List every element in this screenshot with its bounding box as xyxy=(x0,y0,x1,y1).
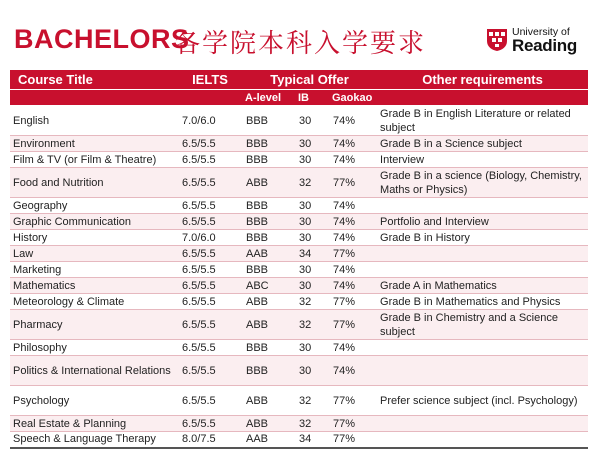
course-cell: Philosophy xyxy=(10,340,178,356)
course-cell: Environment xyxy=(10,136,178,152)
ielts-cell: 6.5/5.5 xyxy=(178,310,242,340)
ielts-cell: 6.5/5.5 xyxy=(178,152,242,168)
course-cell: English xyxy=(10,106,178,136)
subheader-blank-ielts xyxy=(178,90,242,106)
gaokao-cell: 74% xyxy=(329,152,377,168)
table-row xyxy=(10,198,588,214)
other-requirements-cell xyxy=(377,246,588,262)
ib-cell: 30 xyxy=(295,230,329,246)
gaokao-cell: 74% xyxy=(329,214,377,230)
ib-cell: 32 xyxy=(295,294,329,310)
alevel-cell: BBB xyxy=(242,198,295,214)
ib-cell: 30 xyxy=(295,340,329,356)
table-row xyxy=(10,152,588,168)
subheader-gaokao: Gaokao xyxy=(329,90,377,106)
courses-table xyxy=(10,70,588,449)
alevel-cell: BBB xyxy=(242,340,295,356)
alevel-cell: BBB xyxy=(242,136,295,152)
ib-cell: 34 xyxy=(295,432,329,448)
other-requirements-cell: Prefer science subject (incl. Psychology) xyxy=(377,386,588,416)
course-cell: Pharmacy xyxy=(10,310,178,340)
alevel-cell: BBB xyxy=(242,356,295,386)
ib-cell: 32 xyxy=(295,416,329,432)
course-cell: Law xyxy=(10,246,178,262)
university-logo xyxy=(486,20,586,60)
ielts-cell: 6.5/5.5 xyxy=(178,278,242,294)
other-requirements-cell: Grade B in Chemistry and a Science subject xyxy=(377,310,588,340)
header-course-title: Course Title xyxy=(10,70,178,90)
course-cell: Geography xyxy=(10,198,178,214)
gaokao-cell: 77% xyxy=(329,416,377,432)
table-row xyxy=(10,246,588,262)
table-row xyxy=(10,416,588,432)
table-row xyxy=(10,310,588,340)
alevel-cell: ABB xyxy=(242,310,295,340)
subheader-blank-course xyxy=(10,90,178,106)
ielts-cell: 6.5/5.5 xyxy=(178,136,242,152)
gaokao-cell: 77% xyxy=(329,246,377,262)
gaokao-cell: 74% xyxy=(329,340,377,356)
alevel-cell: BBB xyxy=(242,230,295,246)
table-row xyxy=(10,278,588,294)
ielts-cell: 6.5/5.5 xyxy=(178,168,242,198)
header-ielts: IELTS xyxy=(178,70,242,90)
gaokao-cell: 77% xyxy=(329,386,377,416)
ib-cell: 30 xyxy=(295,106,329,136)
course-cell: History xyxy=(10,230,178,246)
course-cell: Mathematics xyxy=(10,278,178,294)
course-cell: Politics & International Relations xyxy=(10,356,178,386)
alevel-cell: ABC xyxy=(242,278,295,294)
gaokao-cell: 74% xyxy=(329,106,377,136)
other-requirements-cell: Grade B in Mathematics and Physics xyxy=(377,294,588,310)
table-row xyxy=(10,230,588,246)
university-shield-icon xyxy=(486,28,508,52)
gaokao-cell: 74% xyxy=(329,198,377,214)
alevel-cell: BBB xyxy=(242,262,295,278)
table-row xyxy=(10,214,588,230)
course-cell: Meteorology & Climate xyxy=(10,294,178,310)
course-cell: Graphic Communication xyxy=(10,214,178,230)
gaokao-cell: 77% xyxy=(329,168,377,198)
ielts-cell: 6.5/5.5 xyxy=(178,262,242,278)
ib-cell: 30 xyxy=(295,136,329,152)
ib-cell: 30 xyxy=(295,356,329,386)
header-typical-offer: Typical Offer xyxy=(242,70,377,90)
table-header-row xyxy=(10,70,588,90)
other-requirements-cell xyxy=(377,416,588,432)
table-row xyxy=(10,106,588,136)
other-requirements-cell xyxy=(377,432,588,448)
gaokao-cell: 74% xyxy=(329,230,377,246)
alevel-cell: BBB xyxy=(242,106,295,136)
table-row xyxy=(10,168,588,198)
course-cell: Speech & Language Therapy xyxy=(10,432,178,448)
page-title-chinese: 各学院本科入学要求 xyxy=(174,29,427,59)
other-requirements-cell: Grade B in English Literature or related subject xyxy=(377,106,588,136)
alevel-cell: ABB xyxy=(242,294,295,310)
gaokao-cell: 74% xyxy=(329,262,377,278)
gaokao-cell: 77% xyxy=(329,294,377,310)
ib-cell: 30 xyxy=(295,278,329,294)
course-cell: Psychology xyxy=(10,386,178,416)
gaokao-cell: 74% xyxy=(329,356,377,386)
table-row xyxy=(10,386,588,416)
page-header xyxy=(14,20,586,60)
page-title: BACHELORS xyxy=(14,24,190,54)
other-requirements-cell: Interview xyxy=(377,152,588,168)
course-cell: Marketing xyxy=(10,262,178,278)
subheader-ib: IB xyxy=(295,90,329,106)
alevel-cell: ABB xyxy=(242,416,295,432)
ielts-cell: 6.5/5.5 xyxy=(178,198,242,214)
ielts-cell: 6.5/5.5 xyxy=(178,214,242,230)
other-requirements-cell: Grade B in a science (Biology, Chemistry, Maths or Physics) xyxy=(377,168,588,198)
table-row xyxy=(10,262,588,278)
table-row xyxy=(10,294,588,310)
header-other-requirements: Other requirements xyxy=(377,70,588,90)
ib-cell: 30 xyxy=(295,152,329,168)
ielts-cell: 6.5/5.5 xyxy=(178,294,242,310)
ib-cell: 34 xyxy=(295,246,329,262)
ielts-cell: 7.0/6.0 xyxy=(178,230,242,246)
subheader-blank-other xyxy=(377,90,588,106)
logo-text-reading: Reading xyxy=(512,36,577,55)
alevel-cell: AAB xyxy=(242,432,295,448)
other-requirements-cell xyxy=(377,262,588,278)
gaokao-cell: 74% xyxy=(329,278,377,294)
ielts-cell: 8.0/7.5 xyxy=(178,432,242,448)
ib-cell: 30 xyxy=(295,214,329,230)
course-cell: Film & TV (or Film & Theatre) xyxy=(10,152,178,168)
table-subheader-row xyxy=(10,90,588,106)
course-cell: Real Estate & Planning xyxy=(10,416,178,432)
other-requirements-cell xyxy=(377,340,588,356)
alevel-cell: AAB xyxy=(242,246,295,262)
ib-cell: 32 xyxy=(295,386,329,416)
ib-cell: 30 xyxy=(295,262,329,278)
ielts-cell: 6.5/5.5 xyxy=(178,340,242,356)
other-requirements-cell: Grade B in History xyxy=(377,230,588,246)
alevel-cell: BBB xyxy=(242,152,295,168)
logo-text-university-of: University of xyxy=(512,26,570,38)
alevel-cell: BBB xyxy=(242,214,295,230)
alevel-cell: ABB xyxy=(242,386,295,416)
other-requirements-cell: Portfolio and Interview xyxy=(377,214,588,230)
ielts-cell: 6.5/5.5 xyxy=(178,246,242,262)
ielts-cell: 6.5/5.5 xyxy=(178,356,242,386)
ib-cell: 32 xyxy=(295,310,329,340)
table-row xyxy=(10,136,588,152)
table-body xyxy=(10,106,588,448)
ielts-cell: 6.5/5.5 xyxy=(178,386,242,416)
other-requirements-cell: Grade A in Mathematics xyxy=(377,278,588,294)
table-row xyxy=(10,432,588,448)
other-requirements-cell: Grade B in a Science subject xyxy=(377,136,588,152)
table-row xyxy=(10,356,588,386)
ib-cell: 32 xyxy=(295,168,329,198)
subheader-alevel: A-level xyxy=(242,90,295,106)
gaokao-cell: 74% xyxy=(329,136,377,152)
alevel-cell: ABB xyxy=(242,168,295,198)
ielts-cell: 7.0/6.0 xyxy=(178,106,242,136)
ielts-cell: 6.5/5.5 xyxy=(178,416,242,432)
table-row xyxy=(10,340,588,356)
other-requirements-cell xyxy=(377,198,588,214)
gaokao-cell: 77% xyxy=(329,432,377,448)
course-cell: Food and Nutrition xyxy=(10,168,178,198)
other-requirements-cell xyxy=(377,356,588,386)
ib-cell: 30 xyxy=(295,198,329,214)
gaokao-cell: 77% xyxy=(329,310,377,340)
